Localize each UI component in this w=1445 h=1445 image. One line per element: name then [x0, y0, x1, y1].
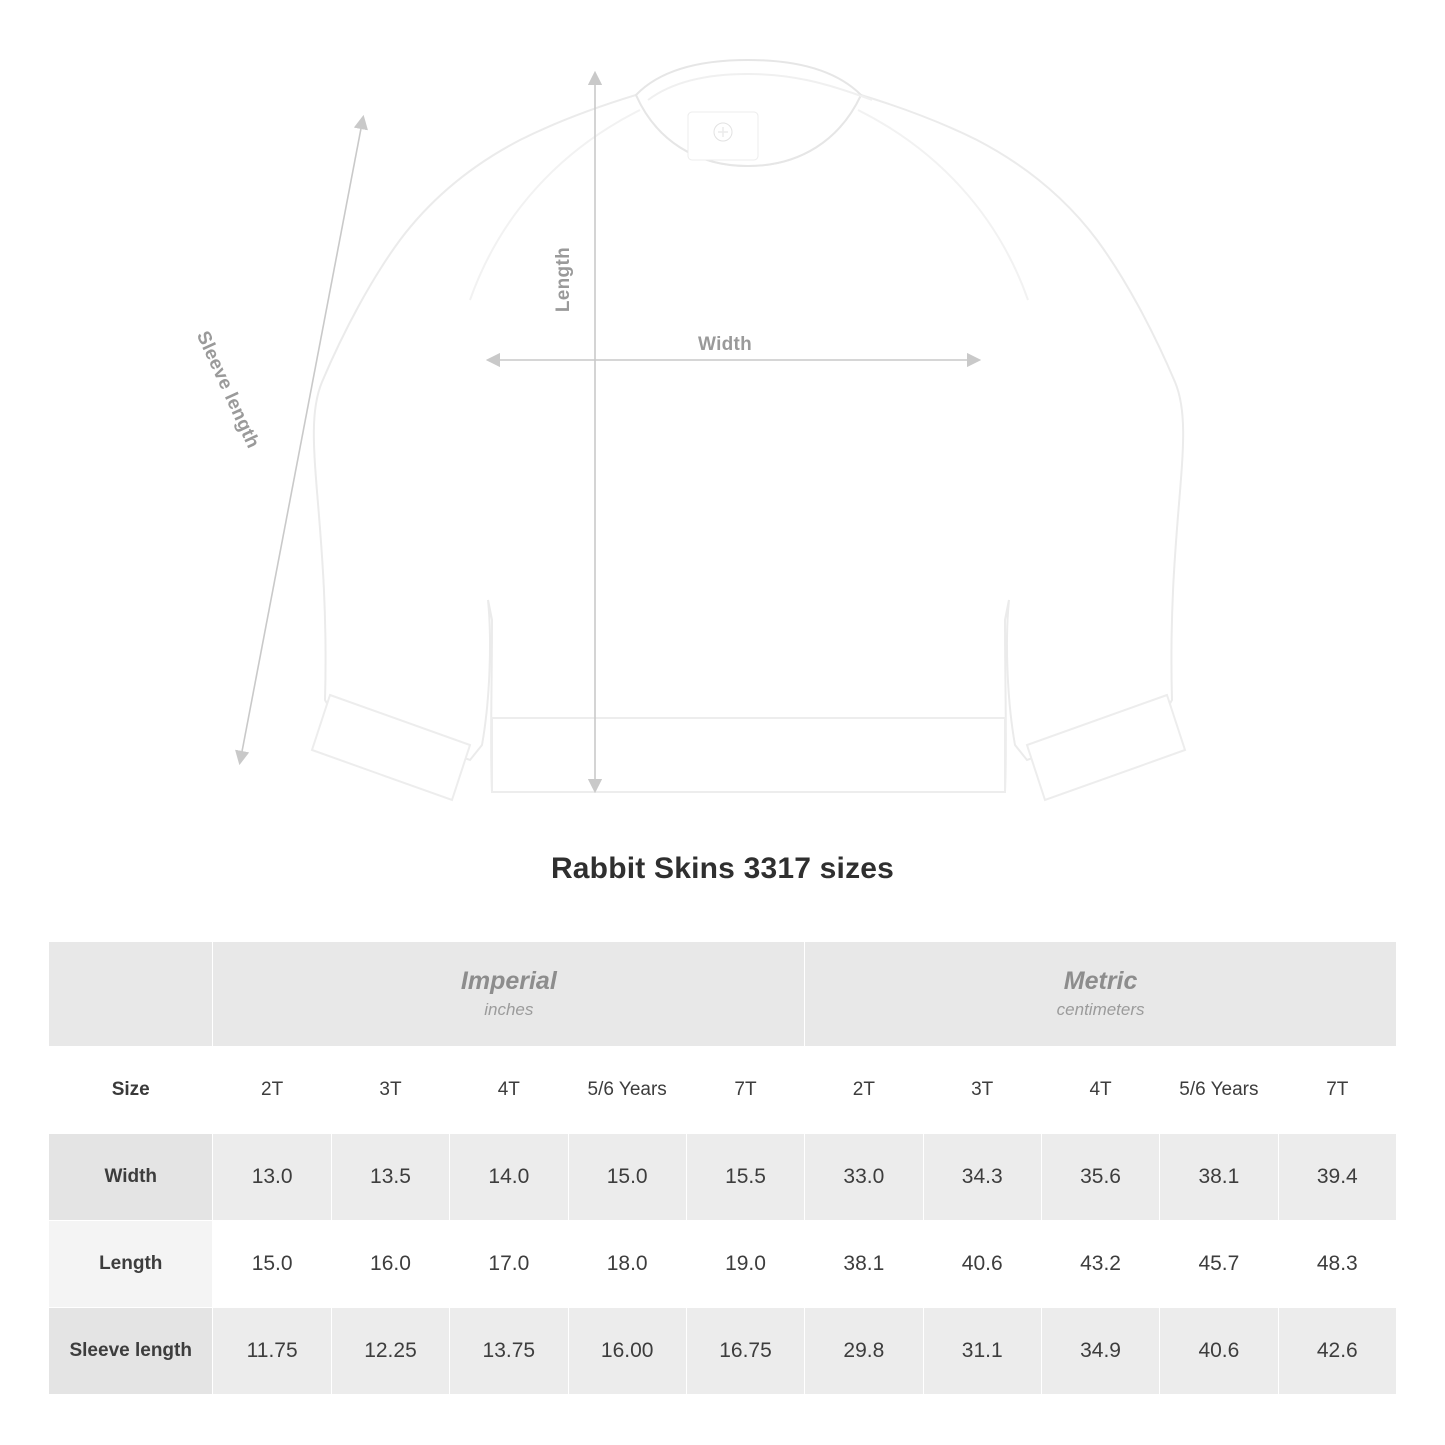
- table-cell: 15.0: [213, 1221, 331, 1308]
- sweatshirt-shape: [312, 60, 1185, 800]
- table-row: [49, 1308, 1397, 1395]
- unit-system-corner: [49, 942, 213, 1047]
- column-header-cell: 3T: [331, 1047, 449, 1134]
- table-row: [49, 1221, 1397, 1308]
- column-header-cell: 2T: [805, 1047, 923, 1134]
- table-row: [49, 1134, 1397, 1221]
- column-header-cell: 2T: [213, 1047, 331, 1134]
- length-label: Length: [553, 247, 574, 313]
- column-header-cell: 5/6 Years: [1160, 1047, 1278, 1134]
- column-header-cell: 4T: [1041, 1047, 1159, 1134]
- page-title: Rabbit Skins 3317 sizes: [550, 852, 895, 885]
- sleeve-length-label: Sleeve length: [191, 328, 264, 452]
- table-cell: 38.1: [805, 1221, 923, 1308]
- column-header-cell: 5/6 Years: [568, 1047, 686, 1134]
- table-cell: 43.2: [1041, 1221, 1159, 1308]
- unit-system-header-row: [49, 942, 1397, 1047]
- table-cell: 45.7: [1160, 1221, 1278, 1308]
- table-cell: 16.0: [331, 1221, 449, 1308]
- row-label: Width: [49, 1134, 213, 1221]
- table-cell: 39.4: [1278, 1134, 1396, 1221]
- column-header-row: [49, 1047, 1397, 1134]
- table-cell: 15.5: [686, 1134, 804, 1221]
- column-header-cell: 3T: [923, 1047, 1041, 1134]
- metric-name: Metric: [1063, 967, 1138, 996]
- table-cell: 38.1: [1160, 1134, 1278, 1221]
- table-cell: 17.0: [450, 1221, 568, 1308]
- size-corner-label: Size: [49, 1047, 213, 1134]
- table-cell: 13.0: [213, 1134, 331, 1221]
- column-header-cell: 4T: [450, 1047, 568, 1134]
- table-cell: 34.3: [923, 1134, 1041, 1221]
- table-cell: 40.6: [923, 1221, 1041, 1308]
- width-label: Width: [698, 334, 753, 355]
- table-cell: 35.6: [1041, 1134, 1159, 1221]
- table-cell: 29.8: [805, 1308, 923, 1395]
- row-label: Sleeve length: [49, 1308, 213, 1395]
- row-label: Length: [49, 1221, 213, 1308]
- table-cell: 14.0: [450, 1134, 568, 1221]
- table-cell: 16.75: [686, 1308, 804, 1395]
- unit-system-metric: [805, 942, 1397, 1047]
- table-cell: 18.0: [568, 1221, 686, 1308]
- table-cell: 19.0: [686, 1221, 804, 1308]
- imperial-name: Imperial: [460, 967, 557, 996]
- table-cell: 31.1: [923, 1308, 1041, 1395]
- neck-label-tag: [688, 112, 758, 160]
- imperial-unit: inches: [484, 999, 534, 1019]
- size-table-wrapper: [48, 941, 1397, 1395]
- size-table: [48, 941, 1397, 1395]
- unit-system-imperial: [213, 942, 805, 1047]
- metric-unit: centimeters: [1056, 999, 1145, 1019]
- table-cell: 12.25: [331, 1308, 449, 1395]
- table-cell: 16.00: [568, 1308, 686, 1395]
- table-cell: 13.5: [331, 1134, 449, 1221]
- table-cell: 34.9: [1041, 1308, 1159, 1395]
- column-header-cell: 7T: [686, 1047, 804, 1134]
- table-cell: 11.75: [213, 1308, 331, 1395]
- table-cell: 33.0: [805, 1134, 923, 1221]
- table-cell: 42.6: [1278, 1308, 1396, 1395]
- table-cell: 40.6: [1160, 1308, 1278, 1395]
- table-cell: 48.3: [1278, 1221, 1396, 1308]
- column-header-cell: 7T: [1278, 1047, 1396, 1134]
- table-cell: 15.0: [568, 1134, 686, 1221]
- table-cell: 13.75: [450, 1308, 568, 1395]
